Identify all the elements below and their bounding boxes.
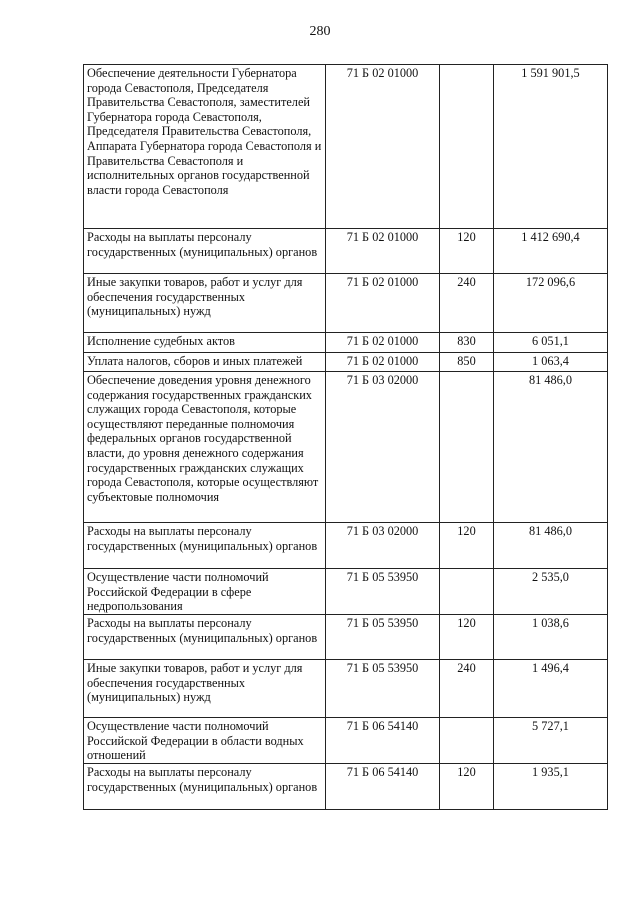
row-code-cell: 71 Б 06 54140 [326,764,440,810]
row-code-cell: 71 Б 03 02000 [326,523,440,569]
row-type-cell: 240 [440,660,494,718]
row-amount-cell: 172 096,6 [494,274,608,333]
row-amount-cell: 1 063,4 [494,353,608,372]
row-name-cell: Расходы на выплаты персоналу государственных (муниципальных) органов [84,229,326,274]
row-amount-cell: 81 486,0 [494,523,608,569]
table-row [84,615,608,660]
row-type-cell: 120 [440,764,494,810]
table-row [84,764,608,810]
row-amount-cell: 6 051,1 [494,333,608,353]
row-amount-cell: 81 486,0 [494,372,608,523]
row-name-cell: Осуществление части полномочий Российской Федерации в области водных отношений [84,718,326,764]
table-row [84,372,608,523]
row-name-cell: Уплата налогов, сборов и иных платежей [84,353,326,372]
row-code-cell: 71 Б 05 53950 [326,660,440,718]
row-code-cell: 71 Б 02 01000 [326,333,440,353]
row-amount-cell: 1 591 901,5 [494,65,608,229]
table-row [84,274,608,333]
row-name-cell: Расходы на выплаты персоналу государственных (муниципальных) органов [84,615,326,660]
page-number: 280 [309,24,331,39]
table-row [84,718,608,764]
row-type-cell [440,65,494,229]
row-code-cell: 71 Б 05 53950 [326,615,440,660]
row-name-cell: Иные закупки товаров, работ и услуг для обеспечения государственных (муниципальных) нужд [84,660,326,718]
row-name-cell: Иные закупки товаров, работ и услуг для обеспечения государственных (муниципальных) нужд [84,274,326,333]
row-type-cell [440,372,494,523]
table-row [84,523,608,569]
row-amount-cell: 1 412 690,4 [494,229,608,274]
table-row [84,569,608,615]
row-type-cell: 120 [440,229,494,274]
row-code-cell: 71 Б 02 01000 [326,274,440,333]
row-code-cell: 71 Б 02 01000 [326,229,440,274]
budget-table [83,64,608,810]
row-amount-cell: 5 727,1 [494,718,608,764]
table-row [84,65,608,229]
row-name-cell: Расходы на выплаты персоналу государственных (муниципальных) органов [84,523,326,569]
row-type-cell: 120 [440,523,494,569]
row-code-cell: 71 Б 02 01000 [326,65,440,229]
row-code-cell: 71 Б 06 54140 [326,718,440,764]
row-name-cell: Обеспечение деятельности Губернатора города Севастополя, Председателя Правительства Севастополя, заместителей Губернатора города Севастополя, Председателя Правительства Севастополя, Аппарата Губернатора города Севастополя и Правительства Севастополя и исполнительных органов государственной власти города Севастополя [84,65,326,229]
row-name-cell: Осуществление части полномочий Российской Федерации в сфере недропользования [84,569,326,615]
row-name-cell: Обеспечение доведения уровня денежного содержания государственных гражданских служащих города Севастополя, которые осуществляют переданные полномочия федеральных органов государственной власти, до уровня денежного содержания государственных гражданских служащих города Севастополя, которые осуществляют субъектовые полномочия [84,372,326,523]
row-type-cell [440,718,494,764]
table-row [84,353,608,372]
row-amount-cell: 1 935,1 [494,764,608,810]
row-type-cell: 830 [440,333,494,353]
row-amount-cell: 2 535,0 [494,569,608,615]
row-code-cell: 71 Б 03 02000 [326,372,440,523]
row-type-cell [440,569,494,615]
table-row [84,660,608,718]
row-name-cell: Расходы на выплаты персоналу государственных (муниципальных) органов [84,764,326,810]
row-amount-cell: 1 496,4 [494,660,608,718]
row-type-cell: 850 [440,353,494,372]
row-type-cell: 120 [440,615,494,660]
row-name-cell: Исполнение судебных актов [84,333,326,353]
table-row [84,229,608,274]
row-amount-cell: 1 038,6 [494,615,608,660]
row-code-cell: 71 Б 02 01000 [326,353,440,372]
table-row [84,333,608,353]
row-type-cell: 240 [440,274,494,333]
row-code-cell: 71 Б 05 53950 [326,569,440,615]
